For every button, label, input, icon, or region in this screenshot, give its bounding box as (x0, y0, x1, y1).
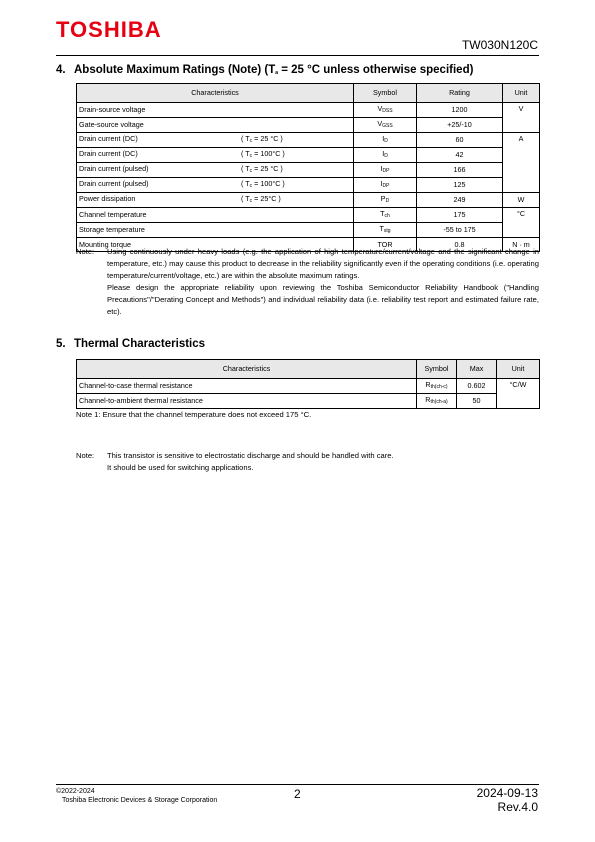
part-number: TW030N120C (461, 38, 538, 52)
table-row: Mounting torque TOR 0.8 N · m (77, 238, 540, 252)
table-row: Gate-source voltage $V_{GSS}$ +25/-10 (77, 118, 540, 133)
section4-heading: 4. Absolute Maximum Ratings (Note) ($T_a = 25$ °C unless otherwise specified) (56, 64, 474, 76)
col-symbol: Symbol (354, 84, 417, 103)
table-row: Drain current (DC) ( $T_c = 25$ °C ) $I_D$ 60 A (77, 133, 540, 148)
thermal-note: Note 1: Ensure that the channel temperature does not exceed 175 °C. (76, 410, 312, 419)
toshiba-logo: TOSHIBA (56, 17, 162, 42)
table-row: Drain-source voltage $V_{DSS}$ 1200 V (77, 103, 540, 118)
esd-note-label: Note: (76, 451, 95, 460)
table-header-row (77, 84, 540, 103)
footer-rule (56, 784, 539, 785)
table-row: Drain current (pulsed) ( $T_c = 25$ °C ) $I_{DP}$ 166 (77, 163, 540, 178)
page-number: 2 (294, 787, 301, 801)
note-label: Note: (76, 247, 95, 256)
table-row: Drain current (pulsed) ( $T_c = 100^\circ C$ ) $I_{DP}$ 125 (77, 178, 540, 193)
table-row: Storage temperature $T_{stg}$ -55 to 175 (77, 223, 540, 238)
thermal-characteristics-table (76, 359, 540, 409)
esd-note: This transistor is sensitive to electrostatic discharge and should be handled with care. It should be used for switching applications. (107, 451, 394, 472)
header-rule (56, 55, 539, 56)
col-rating: Rating (417, 84, 503, 103)
section5-heading: 5. Thermal Characteristics (56, 338, 206, 350)
col-unit: Unit (503, 84, 540, 103)
col-characteristics: Characteristics (77, 84, 354, 103)
table-row: Drain current (DC) ( $T_c = 100^\circ C$ ) $I_D$ 42 (77, 148, 540, 163)
ratings-note: Using continuously under heavy loads (e.g. the application of high temperature/current/voltage and the significant change in temperature, etc.) may cause this product to decrease in the reliability significantly even if the operating conditions (i.e. operating temperature/current/voltage, etc.) are within the absolute maximum ratings. Please design the appropriate reliability upon reviewing the Toshiba Semiconductor Reliability Handbook ("Handling Precautions"/"Derating Concept and Methods") and individual reliability data (i.e. reliability test report and estimated failure rate, etc). (107, 247, 539, 316)
footer-revision: 2024-09-13 Rev.4.0 (476, 786, 538, 814)
absolute-max-ratings-table (76, 83, 540, 252)
footer-copyright: ©2022-2024 Toshiba Electronic Devices & Storage Corporation (56, 788, 218, 804)
table-header-row: Characteristics Symbol Max Unit (77, 360, 540, 379)
table-row: Power dissipation ( $T_c = 25^\circ C$ ) $P_D$ 249 W (77, 193, 540, 208)
table-row: Channel-to-ambient thermal resistance $R_{th(ch-a)}$ 50 (77, 394, 540, 409)
table-row: Channel-to-case thermal resistance $R_{th(ch-c)}$ 0.602 °C/W (77, 379, 540, 394)
table-row: Channel temperature $T_{ch}$ 175 °C (77, 208, 540, 223)
